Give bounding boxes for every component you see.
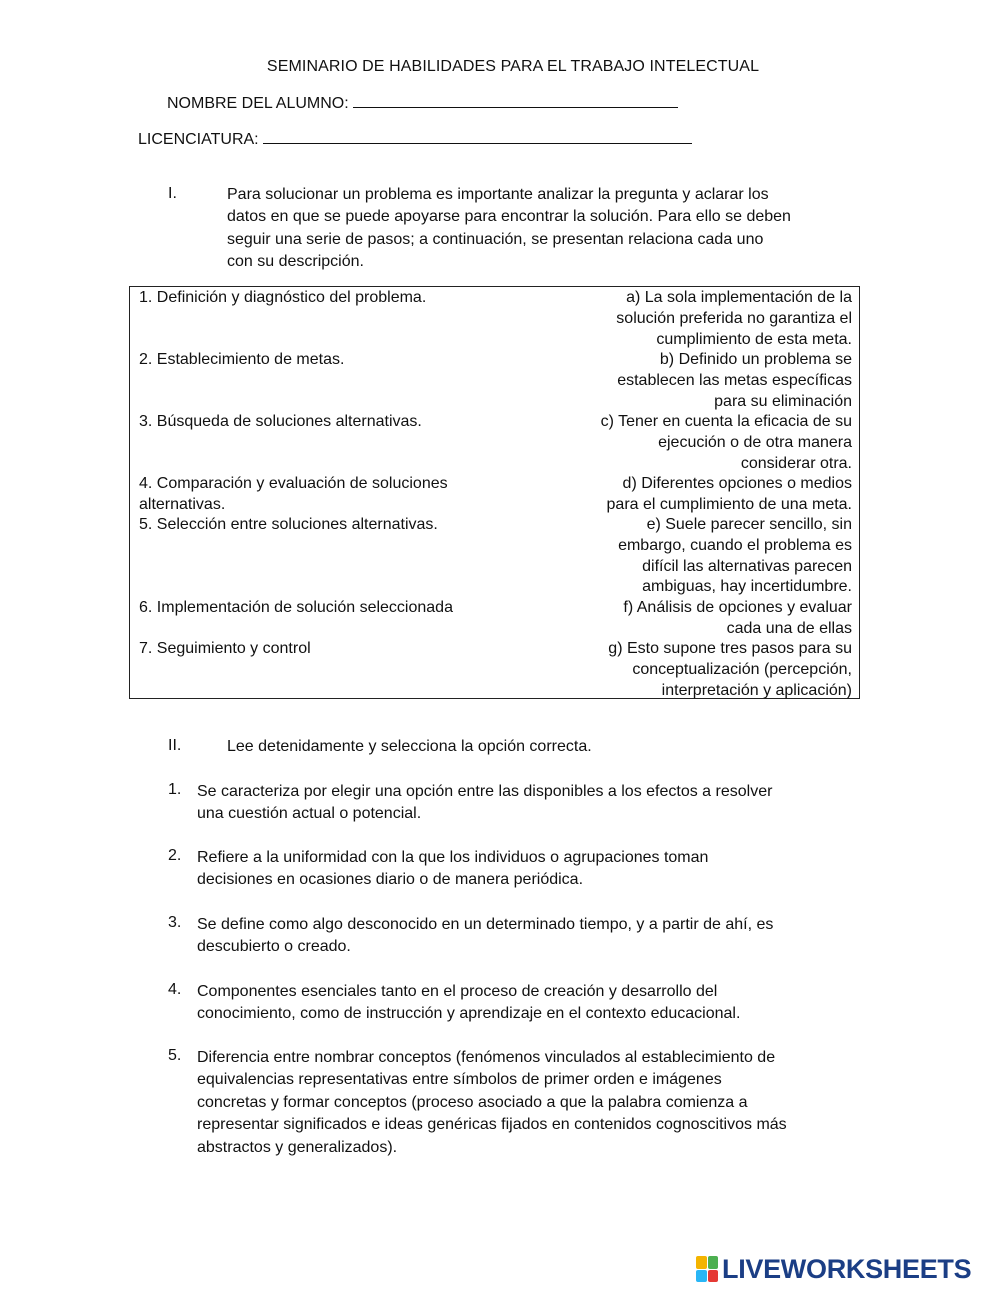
section-2-number: II. xyxy=(168,737,182,754)
description-e xyxy=(532,515,852,598)
section-1-line: datos en que se puede apoyarse para encontrar la solución. Para ello se deben xyxy=(227,208,791,226)
question-line: equivalencias representativas entre símbolos de primer orden e imágenes xyxy=(197,1071,722,1089)
question-1-text xyxy=(197,781,869,826)
description-line: conceptualización (percepción, xyxy=(632,660,852,678)
step-3: 3. Búsqueda de soluciones alternativas. xyxy=(139,413,422,430)
section-1-text xyxy=(227,184,887,274)
liveworksheets-logo-icon xyxy=(696,1256,718,1282)
student-name-field xyxy=(167,93,678,113)
question-3-number: 3. xyxy=(168,914,182,931)
student-name-blank[interactable] xyxy=(353,93,678,108)
question-line: representar significados e ideas genéricas fijados en contenidos cognoscitivos más xyxy=(197,1116,787,1134)
question-line: Diferencia entre nombrar conceptos (fenómenos vinculados al establecimiento de xyxy=(197,1049,776,1066)
description-g xyxy=(532,639,852,701)
step-5: 5. Selección entre soluciones alternativas. xyxy=(139,516,438,533)
description-line: c) Tener en cuenta la eficacia de su xyxy=(600,413,852,430)
step-1: 1. Definición y diagnóstico del problema. xyxy=(139,289,427,306)
description-line: considerar otra. xyxy=(740,454,852,472)
question-2-number: 2. xyxy=(168,847,182,864)
question-line: decisiones en ocasiones diario o de manera periódica. xyxy=(197,871,584,889)
description-d xyxy=(532,474,852,516)
logo-tile xyxy=(696,1270,707,1283)
description-line: cumplimiento de esta meta. xyxy=(656,330,852,348)
question-line: abstractos y generalizados). xyxy=(197,1138,398,1156)
step-4-line: 4. Comparación y evaluación de soluciones xyxy=(139,475,448,492)
section-1-line: con su descripción. xyxy=(227,253,364,271)
description-line: ejecución o de otra manera xyxy=(658,433,852,451)
question-4-number: 4. xyxy=(168,981,182,998)
question-1-number: 1. xyxy=(168,781,182,798)
description-line: ambiguas, hay incertidumbre. xyxy=(642,578,852,596)
description-line: b) Definido un problema se xyxy=(659,351,852,368)
description-line: f) Análisis de opciones y evaluar xyxy=(623,599,852,616)
degree-label: LICENCIATURA: xyxy=(138,131,259,148)
question-3-text xyxy=(197,914,869,959)
description-line: establecen las metas específicas xyxy=(617,371,852,389)
description-line: g) Esto supone tres pasos para su xyxy=(608,640,852,657)
liveworksheets-logo-text: LIVEWORKSHEETS xyxy=(722,1253,972,1284)
description-line: e) Suele parecer sencillo, sin xyxy=(646,516,852,533)
step-6: 6. Implementación de solución seleccionada xyxy=(139,599,453,616)
step-4-line: alternativas. xyxy=(139,495,226,513)
question-line: conocimiento, como de instrucción y aprendizaje en el contexto educacional. xyxy=(197,1005,741,1023)
page-title: SEMINARIO DE HABILIDADES PARA EL TRABAJO INTELECTUAL xyxy=(266,58,760,75)
question-4-text xyxy=(197,981,869,1026)
student-name-label: NOMBRE DEL ALUMNO: xyxy=(167,95,349,112)
section-2-instruction: Lee detenidamente y selecciona la opción correcta. xyxy=(227,738,592,755)
degree-blank[interactable] xyxy=(263,129,692,144)
question-line: una cuestión actual o potencial. xyxy=(197,805,422,823)
logo-tile xyxy=(708,1256,719,1269)
liveworksheets-logo xyxy=(696,1254,971,1284)
question-line: Refiere a la uniformidad con la que los individuos o agrupaciones toman xyxy=(197,849,709,866)
step-7: 7. Seguimiento y control xyxy=(139,640,311,657)
question-line: concretas y formar conceptos (proceso asociado a que la palabra comienza a xyxy=(197,1093,748,1111)
description-line: cada una de ellas xyxy=(726,619,852,637)
question-5-number: 5. xyxy=(168,1047,182,1064)
description-line: solución preferida no garantiza el xyxy=(616,309,852,327)
description-line: para el cumplimiento de una meta. xyxy=(606,495,852,513)
question-5-text xyxy=(197,1047,869,1159)
description-line: para su eliminación xyxy=(714,392,852,410)
question-line: Se define como algo desconocido en un determinado tiempo, y a partir de ahí, es xyxy=(197,916,774,933)
description-f xyxy=(532,598,852,640)
section-1-line: Para solucionar un problema es importante analizar la pregunta y aclarar los xyxy=(227,186,769,203)
section-1-line: seguir una serie de pasos; a continuación, se presentan relaciona cada uno xyxy=(227,230,764,248)
description-line: embargo, cuando el problema es xyxy=(618,536,852,554)
description-b xyxy=(532,350,852,412)
question-line: Componentes esenciales tanto en el proceso de creación y desarrollo del xyxy=(197,983,718,1000)
step-2: 2. Establecimiento de metas. xyxy=(139,351,345,368)
logo-tile xyxy=(708,1270,719,1283)
description-c xyxy=(532,412,852,474)
description-line: difícil las alternativas parecen xyxy=(642,557,852,575)
degree-field xyxy=(138,129,692,149)
description-line: a) La sola implementación de la xyxy=(626,289,852,306)
logo-tile xyxy=(696,1256,707,1269)
question-line: descubierto o creado. xyxy=(197,938,351,956)
question-2-text xyxy=(197,847,869,892)
section-1-number: I. xyxy=(168,185,177,202)
description-line: interpretación y aplicación) xyxy=(661,681,852,699)
matching-table xyxy=(129,286,860,699)
description-a xyxy=(532,288,852,350)
description-line: d) Diferentes opciones o medios xyxy=(622,475,852,492)
question-line: Se caracteriza por elegir una opción entre las disponibles a los efectos a resolver xyxy=(197,783,773,800)
step-4 xyxy=(139,474,499,516)
